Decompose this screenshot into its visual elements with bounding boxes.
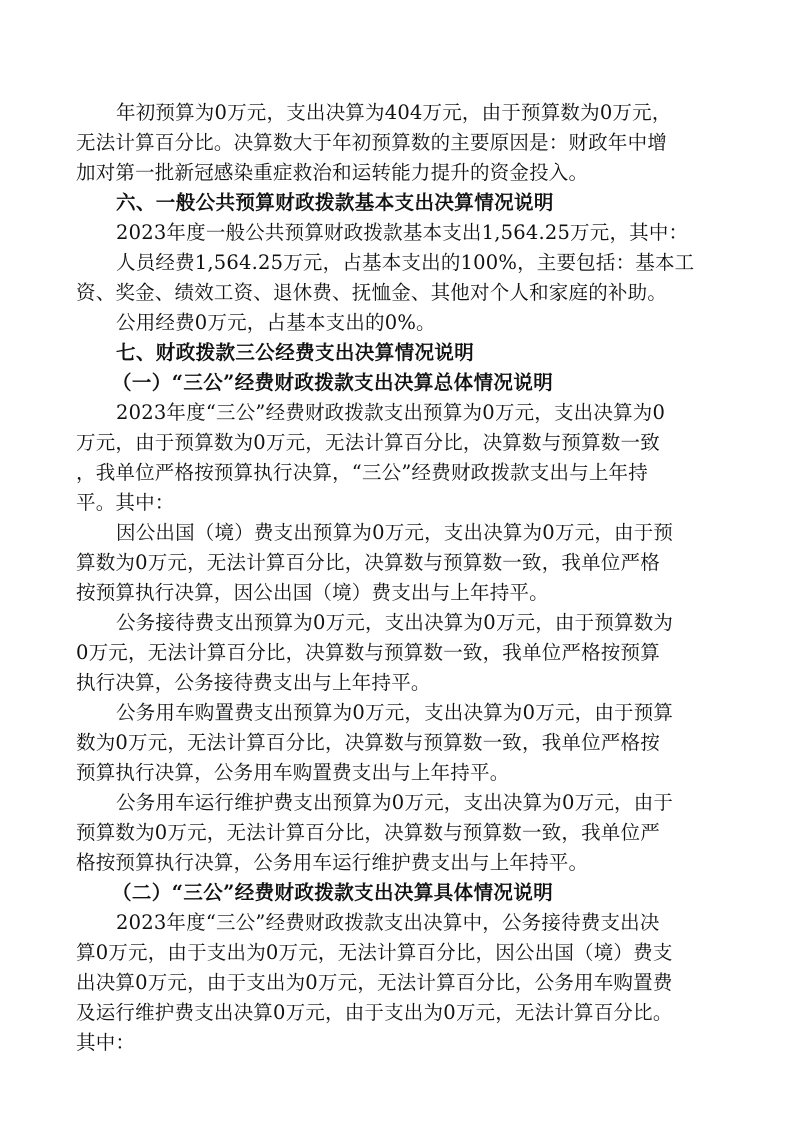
paragraph-line: 平。其中： xyxy=(76,491,175,514)
paragraph-line: 及运行维护费支出决算0万元，由于支出为0万元，无法计算百分比。 xyxy=(76,1001,673,1024)
paragraph-line: 因公出国（境）费支出预算为0万元，支出决算为0万元，由于预 xyxy=(116,521,674,544)
paragraph-line: 2023年度“三公”经费财政拨款支出预算为0万元，支出决算为0 xyxy=(116,401,666,424)
paragraph-line: ，我单位严格按预算执行决算，“三公”经费财政拨款支出与上年持 xyxy=(76,461,648,484)
paragraph-line: 无法计算百分比。决算数大于年初预算数的主要原因是：财政年中增 xyxy=(76,131,668,154)
paragraph-line: 执行决算，公务接待费支出与上年持平。 xyxy=(76,671,431,694)
paragraph-line: 出决算0万元，由于支出为0万元，无法计算百分比，公务用车购置费 xyxy=(76,971,673,994)
paragraph-line: 2023年度一般公共预算财政拨款基本支出1,564.25万元，其中： xyxy=(116,221,689,244)
paragraph-line: 算0万元，由于支出为0万元，无法计算百分比，因公出国（境）费支 xyxy=(76,941,673,964)
paragraph-line: 人员经费1,564.25万元，占基本支出的100%，主要包括：基本工 xyxy=(116,251,695,274)
paragraph-line: 其中： xyxy=(76,1031,136,1054)
section-heading: 六、一般公共预算财政拨款基本支出决算情况说明 xyxy=(116,191,554,214)
subsection-heading: （二）“三公”经费财政拨款支出决算具体情况说明 xyxy=(112,881,554,904)
paragraph-line: 0万元，无法计算百分比，决算数与预算数一致，我单位严格按预算 xyxy=(76,641,660,664)
paragraph-line: 资、奖金、绩效工资、退休费、抚恤金、其他对个人和家庭的补助。 xyxy=(76,281,668,304)
paragraph-line: 年初预算为0万元，支出决算为404万元，由于预算数为0万元， xyxy=(116,101,672,124)
paragraph-line: 数为0万元，无法计算百分比，决算数与预算数一致，我单位严格按 xyxy=(76,731,660,754)
paragraph-line: 按预算执行决算，因公出国（境）费支出与上年持平。 xyxy=(76,581,549,604)
paragraph-line: 预算执行决算，公务用车购置费支出与上年持平。 xyxy=(76,761,510,784)
paragraph-line: 公用经费0万元，占基本支出的0%。 xyxy=(116,311,436,334)
paragraph-line: 公务接待费支出预算为0万元，支出决算为0万元，由于预算数为 xyxy=(116,611,674,634)
subsection-heading: （一）“三公”经费财政拨款支出决算总体情况说明 xyxy=(112,371,554,394)
paragraph-line: 2023年度“三公”经费财政拨款支出决算中，公务接待费支出决 xyxy=(116,911,660,934)
paragraph-line: 预算数为0万元，无法计算百分比，决算数与预算数一致，我单位严 xyxy=(76,821,660,844)
paragraph-line: 加对第一批新冠感染重症救治和运转能力提升的资金投入。 xyxy=(76,161,589,184)
paragraph-line: 公务用车运行维护费支出预算为0万元，支出决算为0万元，由于 xyxy=(116,791,674,814)
section-heading: 七、财政拨款三公经费支出决算情况说明 xyxy=(116,341,475,364)
paragraph-line: 万元，由于预算数为0万元，无法计算百分比，决算数与预算数一致 xyxy=(76,431,660,454)
paragraph-line: 格按预算执行决算，公务用车运行维护费支出与上年持平。 xyxy=(76,851,589,874)
paragraph-line: 公务用车购置费支出预算为0万元，支出决算为0万元，由于预算 xyxy=(116,701,674,724)
paragraph-line: 算数为0万元，无法计算百分比，决算数与预算数一致，我单位严格 xyxy=(76,551,660,574)
